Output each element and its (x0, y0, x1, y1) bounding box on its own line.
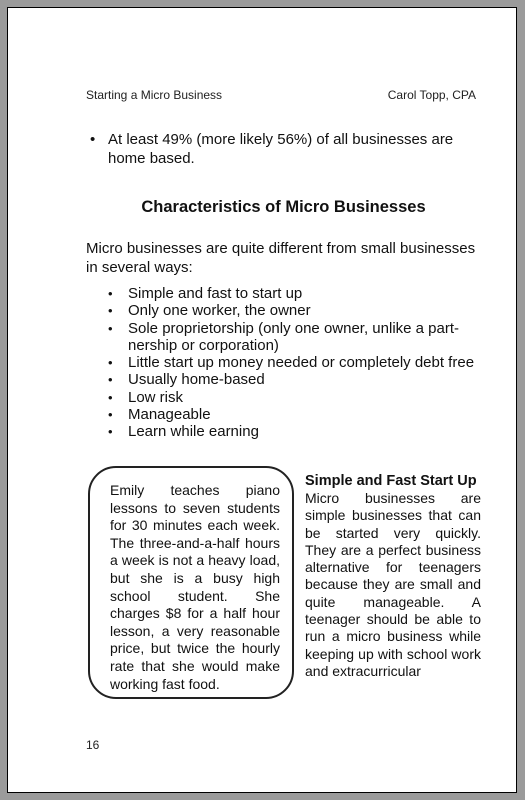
list-item-text: At least 49% (more likely 56%) of all businesses are home based. (108, 131, 454, 167)
list-item-text: Simple and fast to start up (128, 285, 303, 302)
section-heading: Characteristics of Micro Businesses (141, 198, 426, 216)
list-item-text: Only one worker, the owner (128, 302, 311, 320)
subsection-body: Micro businesses are simple businesses that can be started very quickly. They are a perfect business alternative for teenagers because they are small and quite manageable. A teenager should be able to run a micro business while keeping up with school work and extracurricular (305, 490, 481, 679)
list-item-text: Low risk (128, 388, 184, 406)
bullet-icon: • (108, 320, 113, 336)
list-item (104, 389, 482, 406)
bullet-icon: • (108, 303, 113, 319)
example-callout-box (88, 466, 294, 699)
bullet-icon: • (90, 131, 96, 148)
list-item-text: Usually home-based (128, 371, 265, 389)
list-item (104, 285, 482, 302)
book-title: Starting a Micro Business (86, 88, 223, 102)
list-item (104, 320, 482, 355)
author-name: Carol Topp, CPA (387, 88, 476, 102)
list-item-text: Sole proprietorship (only one owner, unlike a part-nership or corporation) (128, 319, 460, 354)
example-story-text: Emily teaches piano lessons to seven students for 30 minutes each week. The three-and-a-half hours a week is not a heavy load, but she is a busy high school student. She charges $8 for a half hour lesson, a very reasonable price, but twice the hourly rate that she would make working fast food. (110, 482, 280, 692)
list-item-text: Manageable (128, 406, 211, 424)
bullet-icon: • (108, 389, 113, 405)
list-item (104, 371, 482, 388)
side-section (305, 472, 481, 680)
page-number: 16 (86, 738, 100, 752)
characteristics-list (104, 285, 482, 441)
list-item (104, 354, 482, 371)
bullet-icon: • (108, 286, 113, 301)
book-page (7, 7, 517, 793)
list-item (104, 423, 482, 440)
list-item-text: Little start up money needed or completely debt free (128, 354, 475, 372)
bullet-icon: • (108, 372, 113, 388)
bullet-icon: • (108, 407, 113, 423)
subsection-heading: Simple and Fast Start Up (305, 473, 477, 489)
list-item-text: Learn while earning (128, 423, 259, 441)
list-item (104, 302, 482, 319)
continued-bullet-list (86, 130, 481, 168)
bullet-icon: • (108, 424, 113, 440)
list-item (86, 130, 481, 168)
bullet-icon: • (108, 355, 113, 371)
intro-paragraph: Micro businesses are quite different from small businesses in several ways: (86, 240, 476, 276)
list-item (104, 406, 482, 423)
